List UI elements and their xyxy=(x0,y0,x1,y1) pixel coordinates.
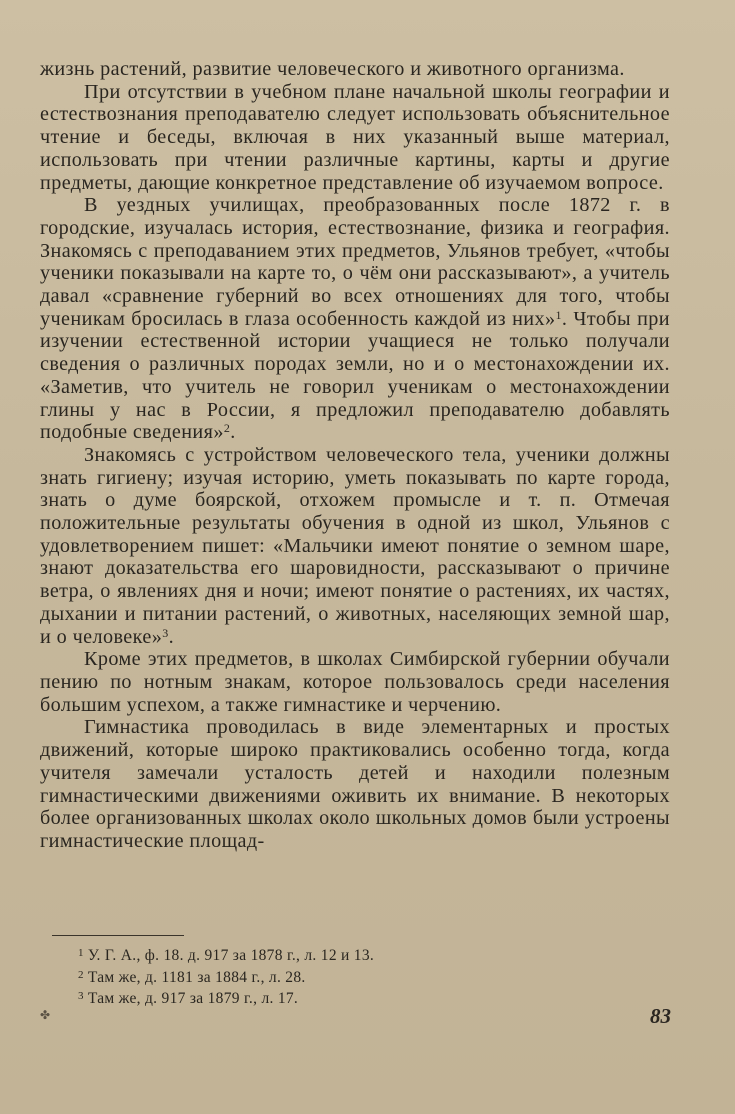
footnote-divider xyxy=(52,935,184,936)
paragraph-3-part-a: В уездных училищах, преобразованных после 1872 г. в городские, изучалась история, естествознание, физика и география. Знакомясь с преподаванием этих предметов, Ульянов требует, «чтобы ученики показывали на карте то, о чём они рассказывают», а учитель давал «сравнение губерний во всех отношениях для того, чтобы ученикам бросилась в глаза особенность каждой из них» xyxy=(40,194,670,330)
paragraph-3-part-b: . Чтобы при изучении естественной истории учащиеся не только получали сведения о различных породах земли, но и о местонахождении их. «Заметив, что учитель не говорил ученикам о местонахождении глины у нас в России, я предложил преподавателю добавлять подобные сведения» xyxy=(40,307,670,444)
footnote-number: 2 xyxy=(78,968,84,981)
paragraph-3-end: . xyxy=(230,421,236,444)
paragraph-4-part-a: Знакомясь с устройством человеческого тела, ученики должны знать гигиену; изучая историю, уметь показывать по карте города, знать о думе боярской, отхожем промысле и т. п. Отмечая положительные результаты обучения в одной из школ, Ульянов с удовлетворением пишет: «Мальчики имеют понятие о земном шаре, знают доказательства его шаровидности, рассказывают о причине ветра, о явлениях дня и ночи; имеют понятие о растениях, их частях, дыхании и питании растений, о животных, населяющих земной шар, и о человеке» xyxy=(40,443,670,648)
paragraph-3 xyxy=(40,194,670,444)
footnotes xyxy=(78,944,598,1009)
footnote-number: 3 xyxy=(78,990,84,1003)
paragraph-2: При отсутствии в учебном плане начальной школы географии и естествознания преподавателю следует использовать объяснительное чтение и беседы, включая в них указанный выше материал, использовать при чтении различные картины, карты и другие предметы, дающие конкретное представление об изучаемом вопросе. xyxy=(40,80,670,194)
footnote-3 xyxy=(78,987,598,1009)
footnote-text: У. Г. А., ф. 18. д. 917 за 1878 г., л. 12 и 13. xyxy=(87,947,375,964)
main-text xyxy=(40,58,670,853)
footnote-text: Там же, д. 917 за 1879 г., л. 17. xyxy=(87,990,299,1008)
footnote-number: 1 xyxy=(78,947,84,959)
footnote-ref-3: 3 xyxy=(162,625,169,640)
footnote-ref-2: 2 xyxy=(223,421,231,436)
paragraph-1: жизнь растений, развитие человеческого и животного организма. xyxy=(40,58,625,80)
footnote-2 xyxy=(78,966,598,988)
footnote-text: Там же, д. 1181 за 1884 г., л. 28. xyxy=(87,968,306,986)
paragraph-5: Кроме этих предметов, в школах Симбирской губернии обучали пению по нотным знакам, которое пользовалось среди населения большим успехом, а также гимнастике и черчению. xyxy=(40,648,670,716)
footnote-ref-1: 1 xyxy=(555,307,562,322)
paragraph-4-end: . xyxy=(168,625,175,648)
footnote-1 xyxy=(78,944,598,966)
print-mark-icon: ✤ xyxy=(40,1008,51,1022)
page-number: 83 xyxy=(650,1004,671,1028)
paragraph-4 xyxy=(40,444,670,648)
paragraph-6: Гимнастика проводилась в виде элементарных и простых движений, которые широко практиковались особенно тогда, когда учителя замечали усталость детей и находили полезным гимнастическими движениями оживить их внимание. В некоторых более организованных школах около школьных домов были устроены гимнастические площад- xyxy=(40,716,670,852)
